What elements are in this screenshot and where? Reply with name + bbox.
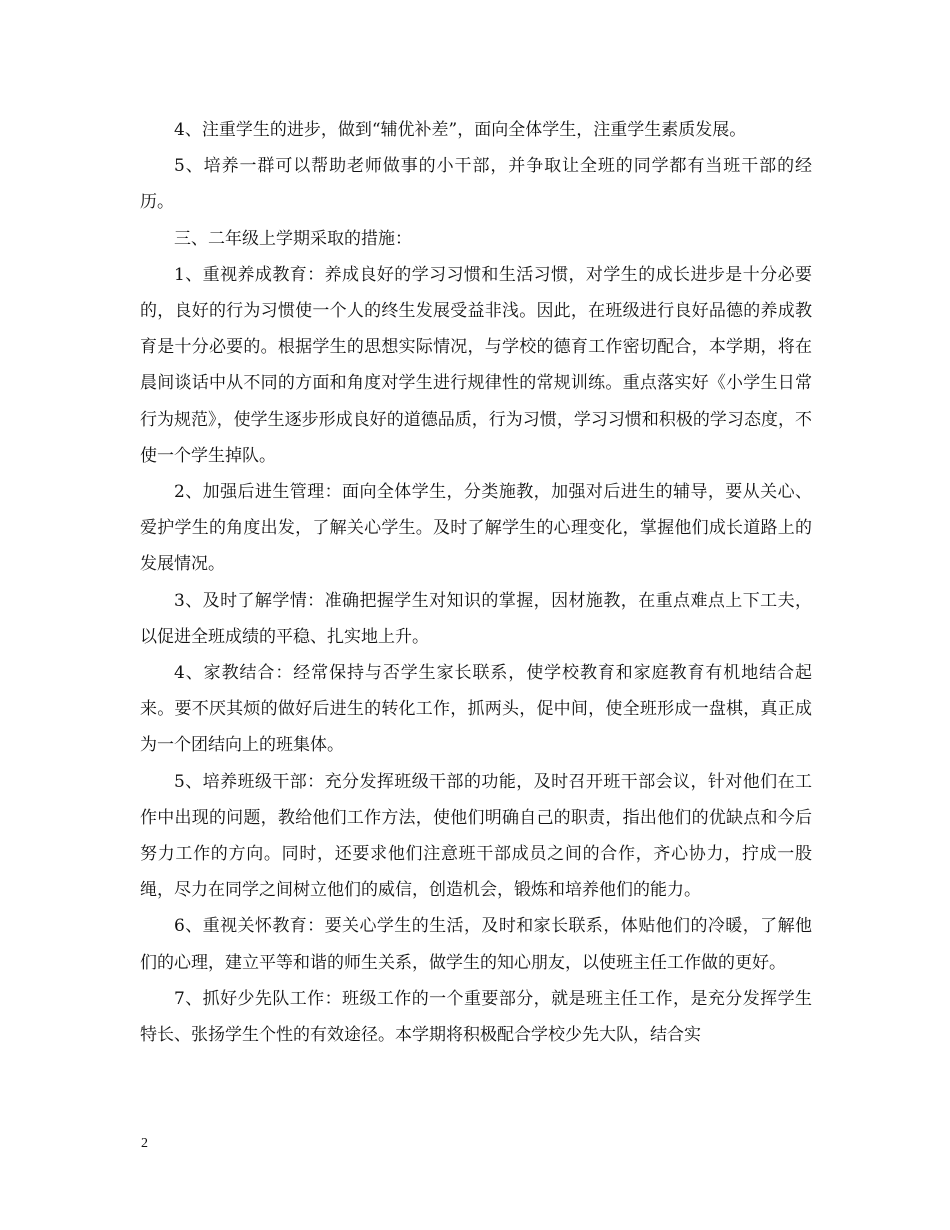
body-text <box>140 112 812 1053</box>
paragraph-goal-4: 4、注重学生的进步，做到“辅优补差”，面向全体学生，注重学生素质发展。 <box>174 120 747 140</box>
page-number: 2 <box>141 1136 148 1151</box>
paragraph-measure-2: 2、加强后进生管理：面向全体学生，分类施教，加强对后进生的辅导，要从关心、爱护学生的角度出发，了解关心学生。及时了解学生的心理变化，掌握他们成长道路上的发展情况。 <box>140 482 812 575</box>
section-heading-measures: 三、二年级上学期采取的措施： <box>174 228 412 249</box>
paragraph-goal-5: 5、培养一群可以帮助老师做事的小干部，并争取让全班的同学都有当班干部的经历。 <box>140 156 812 213</box>
paragraph-measure-4: 4、家教结合：经常保持与否学生家长联系，使学校教育和家庭教育有机地结合起来。要不厌其烦的做好后进生的转化工作，抓两头，促中间，使全班形成一盘棋，真正成为一个团结向上的班集体。 <box>140 663 812 756</box>
paragraph-measure-6: 6、重视关怀教育：要关心学生的生活，及时和家长联系，体贴他们的冷暖，了解他们的心理，建立平等和谐的师生关系，做学生的知心朋友，以使班主任工作做的更好。 <box>140 916 812 973</box>
paragraph-measure-5: 5、培养班级干部：充分发挥班级干部的功能，及时召开班干部会议，针对他们在工作中出现的问题，教给他们工作方法，使他们明确自己的职责，指出他们的优缺点和今后努力工作的方向。同时，还要求他们注意班干部成员之间的合作，齐心协力，拧成一股绳，尽力在同学之间树立他们的威信，创造机会，锻炼和培养他们的能力。 <box>140 771 812 901</box>
paragraph-measure-7: 7、抓好少先队工作：班级工作的一个重要部分，就是班主任工作，是充分发挥学生特长、张扬学生个性的有效途径。本学期将积极配合学校少先大队，结合实 <box>140 988 812 1046</box>
paragraph-measure-3: 3、及时了解学情：准确把握学生对知识的掌握，因材施教，在重点难点上下工夫，以促进全班成绩的平稳、扎实地上升。 <box>140 590 812 647</box>
paragraph-measure-1: 1、重视养成教育：养成良好的学习习惯和生活习惯，对学生的成长进步是十分必要的，良好的行为习惯使一个人的终生发展受益非浅。因此，在班级进行良好品德的养成教育是十分必要的。根据学生的思想实际情况，与学校的德育工作密切配合，本学期，将在晨间谈话中从不同的方面和角度对学生进行规律性的常规训练。重点落实好《小学生日常行为规范》，使学生逐步形成良好的道德品质，行为习惯，学习习惯和积极的学习态度，不使一个学生掉队。 <box>140 264 812 466</box>
